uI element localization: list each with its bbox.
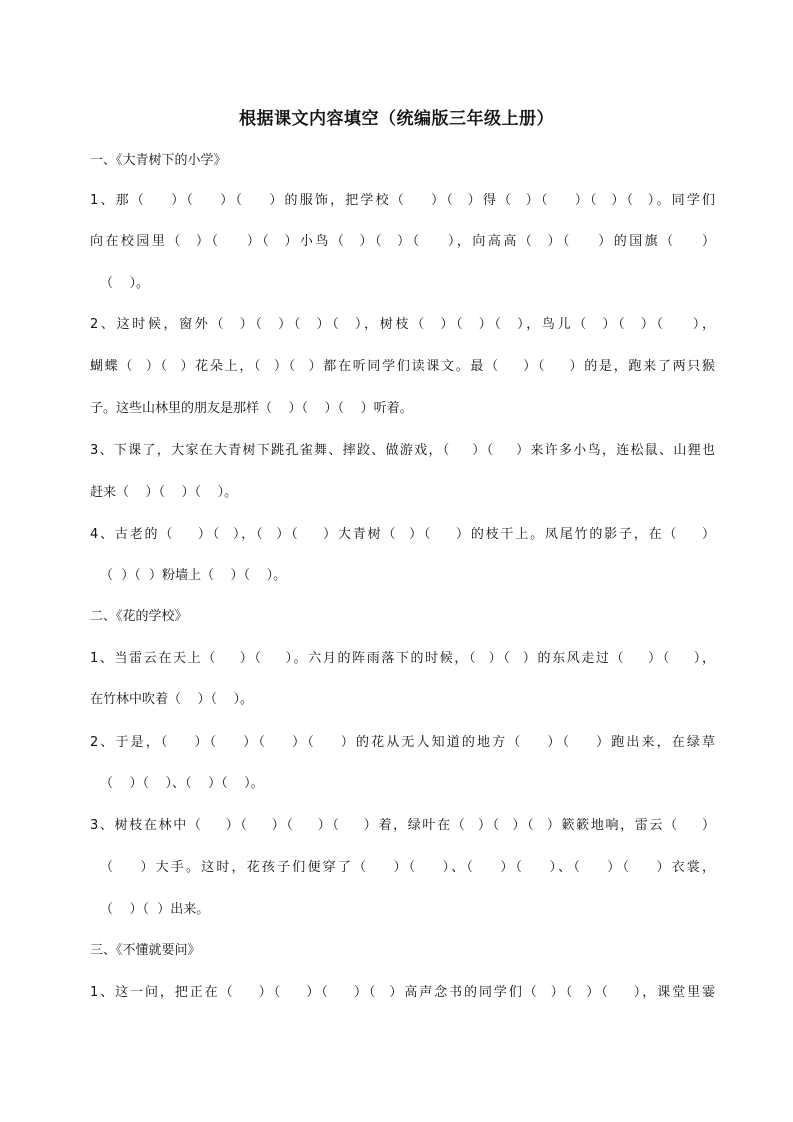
- text-line: 赶来（ ）（ ）（ ）。: [90, 485, 238, 500]
- text-line: （ ）（ ）粉墙上（ ）（ ）。: [100, 568, 287, 583]
- text-line: （ ）（ ）出来。: [100, 902, 210, 917]
- text-line: （ ）（ ）、（ ）（ ）。: [100, 776, 264, 791]
- text-line: 子。这些山林里的朋友是那样（ ）（ ）（ ）听着。: [90, 401, 413, 416]
- text-line: （ ）。: [100, 276, 150, 291]
- section-heading-2: 二、《花的学校》: [90, 609, 188, 624]
- text-line: 蝴蝶（ ）（ ）花朵上，（ ）（ ）都在听同学们读课文。最（ ）（ ）的是，跑来了两只猴: [90, 359, 715, 374]
- text-line: 向在校园里（ ）（ ）（ ）小鸟（ ）（ ）（ ），向高高（ ）（ ）的国旗（ ）: [90, 234, 715, 249]
- text-line: 1、那（ ）（ ）（ ）的服饰，把学校（ ）（ ）得（ ）（ ）（ ）（ ）。同学们: [90, 193, 715, 208]
- text-line: 3、树枝在林中（ ）（ ）（ ）（ ）着，绿叶在（ ）（ ）（ ）簌簌地响，雷云（ ）: [90, 818, 715, 833]
- document-title: 根据课文内容填空（统编版三年级上册）: [239, 109, 554, 129]
- text-line: 2、这时候，窗外（ ）（ ）（ ）（ ），树枝（ ）（ ）（ ），鸟儿（ ）（ ）（ ），: [90, 317, 715, 332]
- text-line: 1、当雷云在天上（ ）（ ）。六月的阵雨落下的时候，（ ）（ ）的东风走过（ ）（ ），: [90, 651, 715, 666]
- text-line: 2、于是，（ ）（ ）（ ）（ ）的花从无人知道的地方（ ）（ ）跑出来，在绿草: [90, 735, 715, 750]
- text-line: 1、这一问，把正在（ ）（ ）（ ）（ ）高声念书的同学们（ ）（ ）（ ），课堂里霎: [90, 985, 715, 1000]
- text-line: 在竹林中吹着（ ）（ ）。: [90, 692, 254, 707]
- section-heading-1: 一、《大青树下的小学》: [90, 153, 227, 168]
- text-line: 4、古老的（ ）（ ），（ ）（ ）大青树（ ）（ ）的枝干上。凤尾竹的影子，在（ ）: [90, 527, 715, 542]
- text-line: 3、下课了，大家在大青树下跳孔雀舞、摔跤、做游戏，（ ）（ ）来许多小鸟，连松鼠、山狸也: [90, 443, 715, 458]
- text-line: （ ）大手。这时，花孩子们便穿了（ ）（ ）、（ ）（ ）、（ ）（ ）衣裳，: [100, 860, 715, 875]
- section-heading-3: 三、《不懂就要问》: [90, 943, 201, 958]
